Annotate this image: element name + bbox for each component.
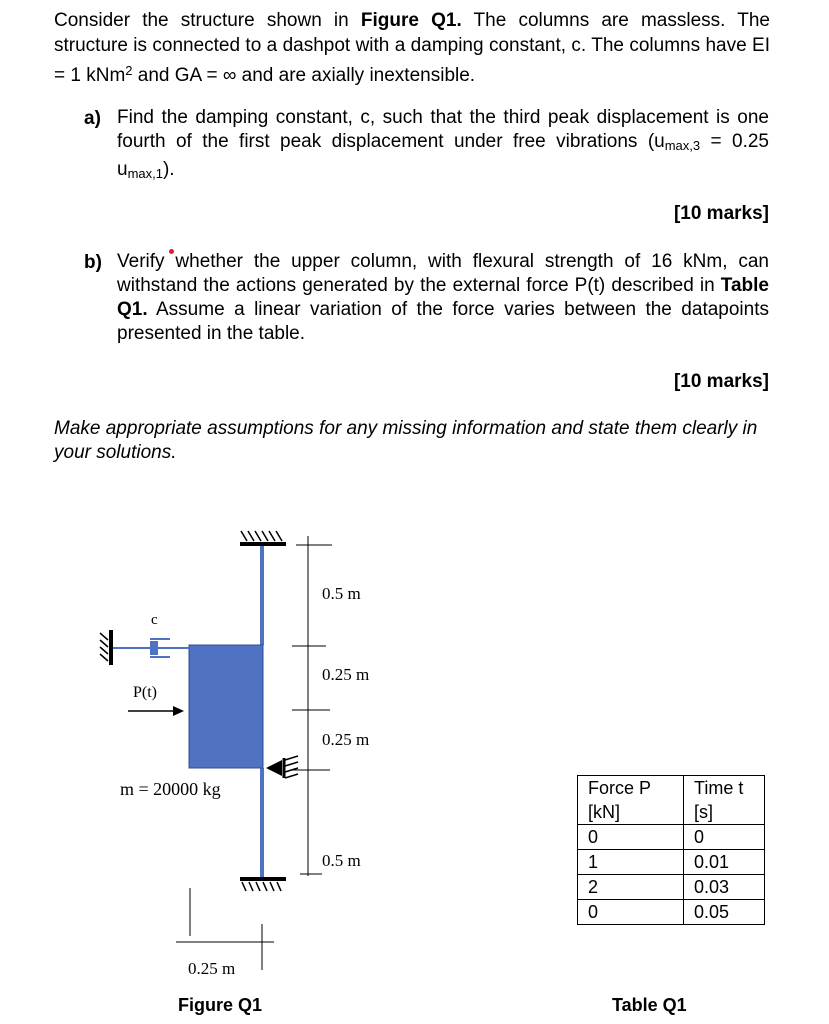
force-label: P(t) [133,684,157,701]
cell-time: 0.05 [684,900,765,925]
cell-force: 0 [578,900,684,925]
table-reference: Table Q1. [117,275,769,320]
mass-label: m = 20000 kg [120,779,221,799]
superscript-2: 2 [125,63,133,78]
part-a-subscript-2: max,1 [127,166,163,181]
table-row [578,900,765,925]
dim-mid1-label: 0.25 m [322,665,370,684]
cell-force: 0 [578,825,684,850]
dim-horizontal-label: 0.25 m [188,959,236,978]
force-arrow-icon [128,706,184,716]
right-pin-support [266,756,298,778]
table-header-row [578,776,765,825]
part-b-text-2: Assume a linear variation of the force varies between the datapoints presented in the table. [117,299,769,344]
force-time-table [577,775,765,925]
mass-block [189,645,263,768]
cell-time: 0.01 [684,850,765,875]
table-row [578,850,765,875]
dim-top-label: 0.5 m [322,584,361,603]
dim-bottom-label: 0.5 m [322,851,361,870]
intro-text-3: and GA = ∞ and are axially inextensible. [132,65,476,86]
cell-time: 0 [684,825,765,850]
part-b-label: b) [84,252,102,273]
dashpot [113,639,189,657]
horizontal-dimension-line [176,888,274,970]
cell-time: 0.03 [684,875,765,900]
figure-caption: Figure Q1 [178,995,263,1015]
header-force: Force P [kN] [578,776,684,825]
dim-mid2-label: 0.25 m [322,730,370,749]
assumption-note: Make appropriate assumptions for any missing information and state them clearly in your solutions. [54,418,758,463]
left-wall-support [100,630,113,665]
cell-force: 2 [578,875,684,900]
figure-reference: Figure Q1. [360,10,462,31]
part-a-subscript-1: max,3 [664,138,701,153]
bottom-fixed-support [240,877,286,891]
damper-label: c [151,612,158,628]
table-caption: Table Q1 [612,995,687,1015]
part-a-label: a) [84,108,101,129]
header-time: Time t [s] [684,776,765,825]
top-fixed-support [240,531,286,546]
part-b-text-1: Verify whether the upper column, with flexural strength of 16 kNm, can withstand the actions generated by the external force P(t) described in [117,251,769,296]
part-a-text-2: = 0.25 u [117,131,769,180]
part-a-text-3: ). [162,159,175,180]
intro-text-1: Consider the structure shown in [54,10,361,31]
table-row [578,825,765,850]
intro-text-2: The columns are massless. The structure is connected to a dashpot with a damping constant, c. The columns have EI = 1 kNm [54,10,771,86]
part-b-marks: [10 marks] [673,371,769,392]
table-row [578,875,765,900]
part-a-marks: [10 marks] [673,203,769,224]
part-a-text-1: Find the damping constant, c, such that the third peak displacement is one fourth of the first peak displacement under free vibrations (u [117,107,769,152]
cell-force: 1 [578,850,684,875]
